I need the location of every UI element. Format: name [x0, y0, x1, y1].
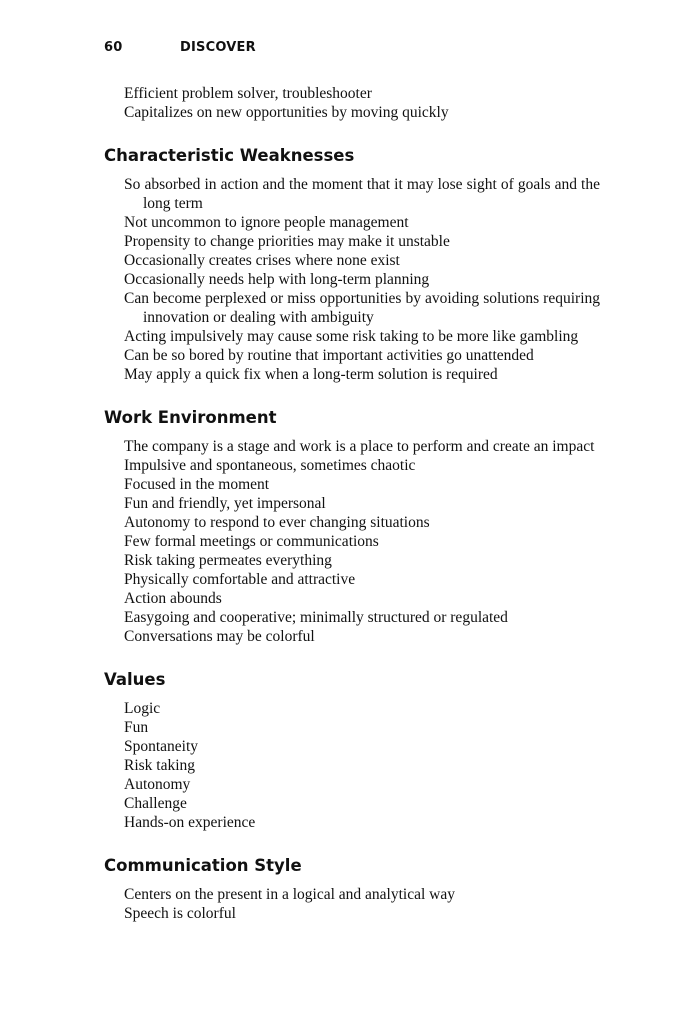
page-body [104, 84, 600, 923]
values-list [104, 699, 600, 832]
running-header [104, 40, 256, 55]
list-item: Logic [124, 700, 161, 717]
list-item: Can become perplexed or miss opportunities by avoiding solutions requiring innovation or dealing with ambiguity [124, 290, 600, 326]
running-title: DISCOVER [180, 40, 256, 55]
section-characteristic-weaknesses [104, 145, 600, 384]
list-item: Can be so bored by routine that important activities go unattended [124, 347, 534, 364]
section-title: Values [104, 670, 166, 689]
list-item: Risk taking permeates everything [124, 552, 332, 569]
page-number: 60 [104, 40, 123, 55]
list-item: Challenge [124, 795, 187, 812]
list-item: Impulsive and spontaneous, sometimes chaotic [124, 457, 416, 474]
list-item: Efficient problem solver, troubleshooter [124, 85, 372, 102]
list-item: So absorbed in action and the moment that it may lose sight of goals and the long term [124, 176, 600, 212]
intro-list [104, 84, 600, 122]
communication-style-list [104, 885, 600, 923]
section-title: Work Environment [104, 408, 277, 427]
list-item: May apply a quick fix when a long-term solution is required [124, 366, 498, 383]
list-item: Few formal meetings or communications [124, 533, 379, 550]
list-item: Propensity to change priorities may make it unstable [124, 233, 450, 250]
list-item: Easygoing and cooperative; minimally structured or regulated [124, 609, 508, 626]
list-item: Autonomy to respond to ever changing situations [124, 514, 430, 531]
list-item: Conversations may be colorful [124, 628, 315, 645]
list-item: Physically comfortable and attractive [124, 571, 356, 588]
section-communication-style [104, 855, 600, 923]
list-item: Fun and friendly, yet impersonal [124, 495, 326, 512]
section-title: Characteristic Weaknesses [104, 146, 355, 165]
list-item: Not uncommon to ignore people management [124, 214, 409, 231]
list-item: Occasionally creates crises where none exist [124, 252, 400, 269]
list-item: Hands-on experience [124, 814, 256, 831]
weaknesses-list [104, 175, 600, 384]
list-item: Spontaneity [124, 738, 199, 755]
section-title: Communication Style [104, 856, 302, 875]
list-item: Acting impulsively may cause some risk taking to be more like gambling [124, 328, 579, 345]
section-work-environment [104, 407, 600, 646]
list-item: Capitalizes on new opportunities by moving quickly [124, 104, 449, 121]
list-item: Fun [124, 719, 149, 736]
list-item: Focused in the moment [124, 476, 270, 493]
work-environment-list [104, 437, 600, 646]
list-item: Autonomy [124, 776, 191, 793]
section-values [104, 669, 600, 832]
list-item: Action abounds [124, 590, 222, 607]
list-item: Occasionally needs help with long-term planning [124, 271, 430, 288]
list-item: Centers on the present in a logical and analytical way [124, 886, 455, 903]
list-item: The company is a stage and work is a place to perform and create an impact [124, 438, 595, 455]
list-item: Risk taking [124, 757, 196, 774]
list-item: Speech is colorful [124, 905, 236, 922]
